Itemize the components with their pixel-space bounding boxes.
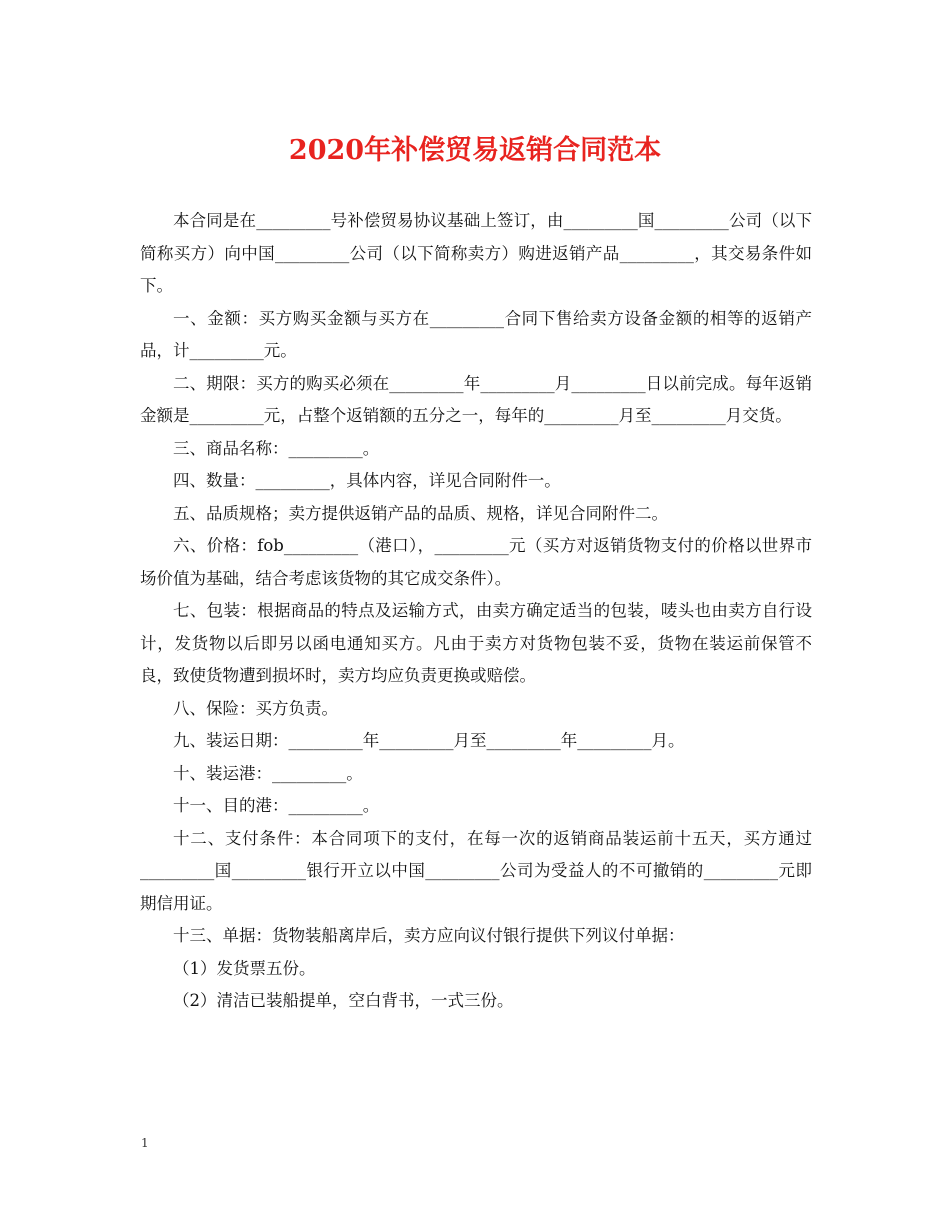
paragraph-product-name: 三、商品名称：_________。 (173, 438, 380, 458)
paragraph-intro: 本合同是在_________号补偿贸易协议基础上签订，由_________国_________公司（以下简称买方）向中国_________公司（以下简称卖方）购进返销产品_________，其交易条件如下。 (140, 211, 812, 295)
paragraph-packaging: 七、包装：根据商品的特点及运输方式，由卖方确定适当的包装，唛头也由卖方自行设计，发货物以后即另以函电通知买方。凡由于卖方对货物包装不妥，货物在装运前保管不良，致使货物遭到损坏时，卖方均应负责更换或赔偿。 (140, 601, 812, 685)
paragraph-price: 六、价格：fob_________（港口），_________元（买方对返销货物支付的价格以世界市场价值为基础，结合考虑该货物的其它成交条件）。 (140, 536, 812, 588)
paragraph-destination-port: 十一、目的港：_________。 (173, 796, 380, 815)
paragraph-documents: 十三、单据：货物装船离岸后，卖方应向议付银行提供下列议付单据： (173, 926, 685, 945)
paragraph-loading-port: 十、装运港：_________。 (173, 763, 363, 783)
page-title: 2020年补偿贸易返销合同范本 (288, 135, 662, 166)
paragraph-quality: 五、品质规格；卖方提供返销产品的品质、规格，详见合同附件二。 (173, 503, 668, 523)
contract-body (140, 205, 812, 1018)
paragraph-shipment-date: 九、装运日期：_________年_________月至_________年_________月。 (173, 731, 685, 750)
paragraph-quantity: 四、数量：_________，具体内容，详见合同附件一。 (173, 471, 561, 490)
paragraph-period: 二、期限：买方的购买必须在_________年_________月_________日以前完成。每年返销金额是_________元，占整个返销额的五分之一，每年的_________月至_________月交货。 (140, 373, 812, 425)
page-number: 1 (141, 1136, 149, 1150)
paragraph-insurance: 八、保险：买方负责。 (173, 698, 338, 718)
paragraph-amount: 一、金额：买方购买金额与买方在_________合同下售给卖方设备金额的相等的返销产品，计_________元。 (140, 308, 812, 360)
list-item: （1）发货票五份。 (173, 958, 316, 978)
list-item: （2）清洁已装船提单，空白背书，一式三份。 (173, 991, 514, 1010)
paragraph-payment: 十二、支付条件：本合同项下的支付，在每一次的返销商品装运前十五天，买方通过_________国_________银行开立以中国_________公司为受益人的不可撤销的_________元即期信用证。 (140, 828, 812, 913)
